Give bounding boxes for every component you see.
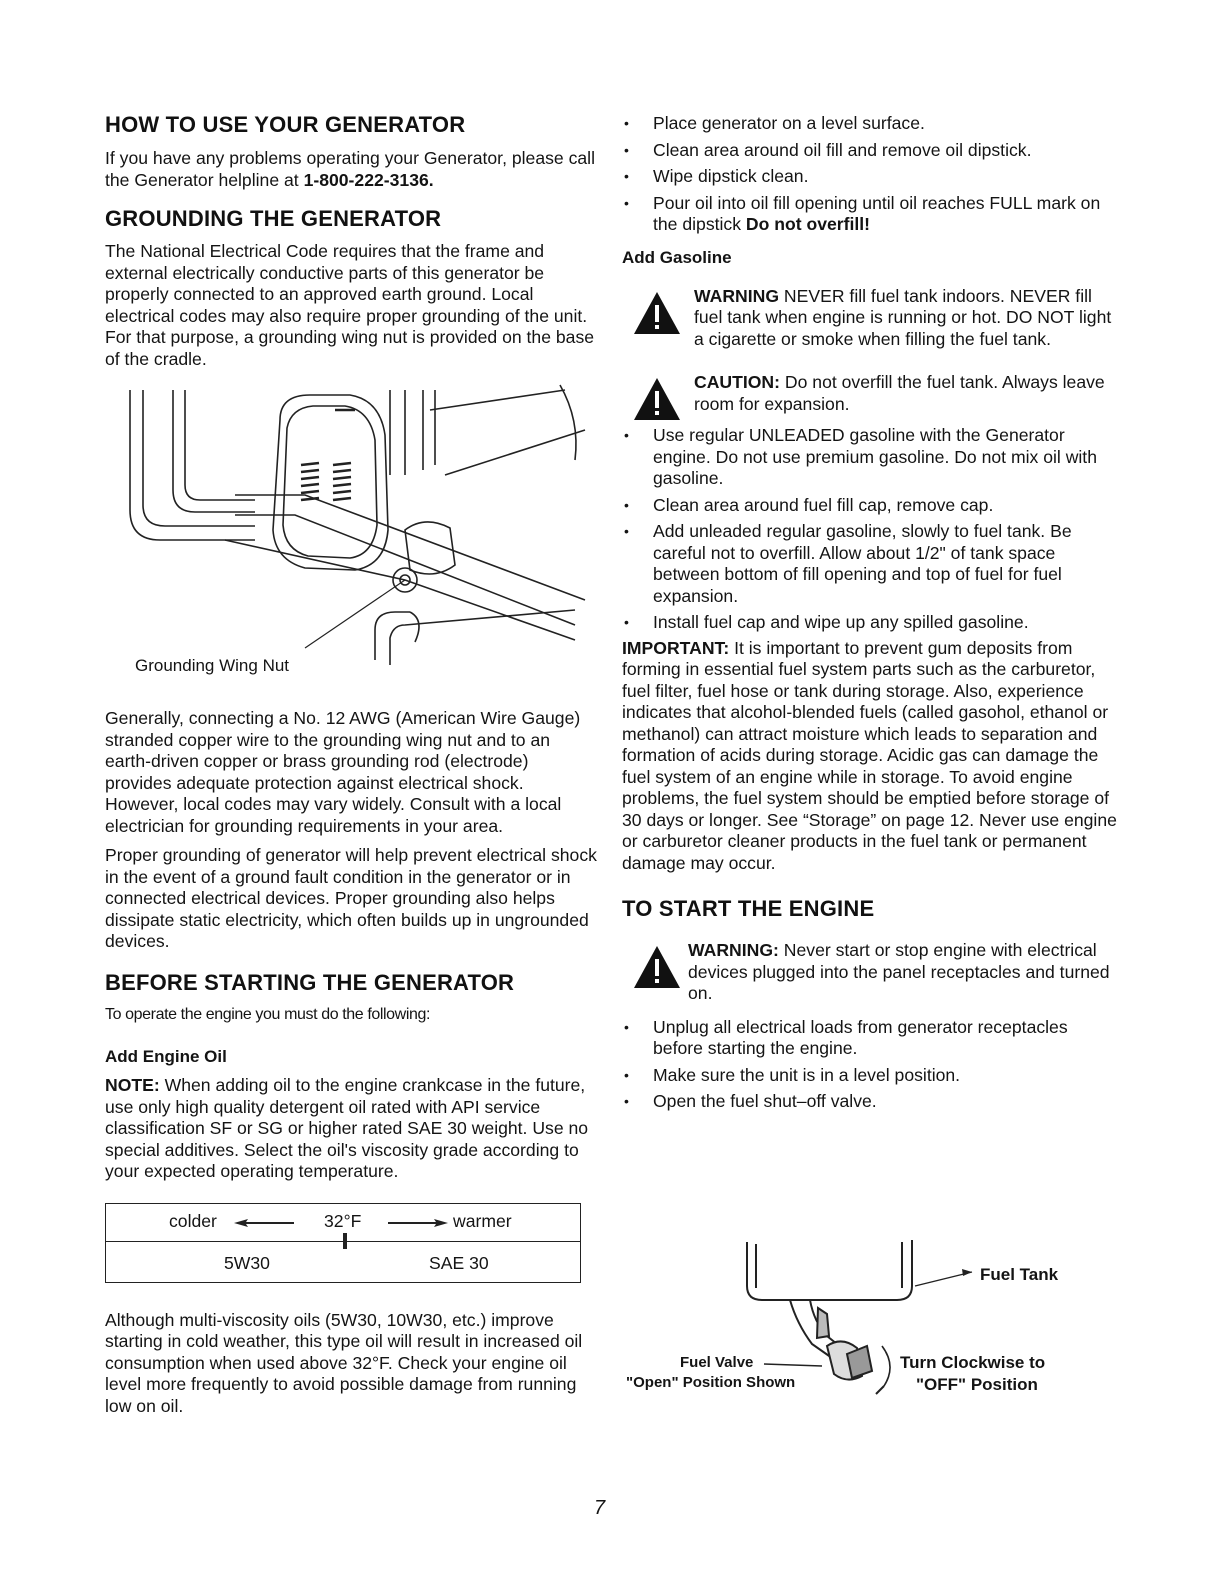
oil-step-4-text: Pour oil into oil fill opening until oil reaches FULL mark on the dipstick [653, 192, 1101, 234]
warning-text: Never start or stop engine with electrical devices plugged into the panel receptacles and turned on. [688, 940, 1110, 1003]
fuel-valve-label: Fuel Valve [680, 1354, 754, 1371]
list-item: • Use regular UNLEADED gasoline with the Generator engine. Do not use premium gasoline. Do not mix oil with gasoline. [622, 425, 1122, 490]
oil-grade-row [106, 1242, 580, 1282]
oil-viscosity-table [105, 1203, 581, 1283]
list-item: • Unplug all electrical loads from generator receptacles before starting the engine. [622, 1017, 1122, 1060]
helpline-paragraph [105, 148, 597, 191]
oil-steps-list [622, 113, 1122, 236]
warning-triangle-icon [632, 290, 682, 336]
caution-label: CAUTION: [694, 372, 781, 392]
multi-viscosity-paragraph: Although multi-viscosity oils (5W30, 10W30, etc.) improve starting in cold weather, this type oil will result in increased oil consumption when used above 32°F. Check your engine oil level more frequently to avoid possible damage from running low on oil. [105, 1309, 583, 1416]
list-item: • Install fuel cap and wipe up any spilled gasoline. [622, 612, 1122, 634]
cold-oil-grade: 5W30 [224, 1252, 270, 1273]
caution-notice [622, 372, 1122, 415]
right-arrow-icon [388, 1219, 448, 1227]
temperature-row [106, 1204, 580, 1242]
gasoline-steps-list [622, 425, 1122, 634]
list-item: • Clean area around fuel fill cap, remove cap. [622, 495, 1122, 517]
start-warning [622, 940, 1122, 1005]
list-item: • Clean area around oil fill and remove oil dipstick. [622, 140, 1122, 162]
list-item: • Make sure the unit is in a level position. [622, 1065, 1122, 1087]
list-item: • Wipe dipstick clean. [622, 166, 1122, 188]
caution-text: Do not overfill the fuel tank. Always leave room for expansion. [694, 372, 1105, 414]
warning-label: WARNING: [688, 940, 779, 960]
note-text: When adding oil to the engine crankcase in the future, use only high quality detergent oil rated with API service classification SF or SG or higher rated SAE 30 weight. Use no special additives. Select the oil's viscosity grade according to your expected operating temperature. [105, 1075, 589, 1181]
fuel-tank-label: Fuel Tank [980, 1265, 1059, 1284]
page-number: 7 [594, 1497, 606, 1519]
temperature-label: 32°F [324, 1210, 362, 1231]
grounding-heading: GROUNDING THE GENERATOR [105, 206, 442, 231]
list-item [622, 193, 1122, 236]
important-label: IMPORTANT: [622, 637, 730, 658]
generator-illustration [105, 380, 597, 702]
important-text: It is important to prevent gum deposits from forming in essential fuel system parts such as the carburetor, fuel filter, fuel hose or tank during storage. Also, experience indicates that alcohol-blended fuels (called gasohol, ethanol or methanol) can attract moisture which leads to separation and formation of acids during storage. Acidic gas can damage the fuel system of an engine while in storage. To avoid engine problems, the fuel system should be emptied before storage of 30 days or longer. See “Storage” on page 12. Never use engine or carburetor cleaner products in the fuel tank or permanent damage may occur. [622, 637, 1117, 873]
right-column [622, 113, 1122, 1118]
before-starting-heading: BEFORE STARTING THE GENERATOR [105, 969, 515, 995]
list-item: • Open the fuel shut–off valve. [622, 1091, 1122, 1113]
off-position-label: "OFF" Position [916, 1375, 1038, 1394]
important-paragraph [622, 638, 1122, 875]
grounding-wing-nut-label: Grounding Wing Nut [135, 656, 290, 675]
list-item: • Place generator on a level surface. [622, 113, 1122, 135]
warning-triangle-icon [632, 944, 682, 990]
how-to-use-heading: HOW TO USE YOUR GENERATOR [105, 112, 466, 137]
left-column [105, 112, 597, 1417]
add-gasoline-heading: Add Gasoline [622, 247, 732, 267]
turn-clockwise-label: Turn Clockwise to [900, 1353, 1046, 1372]
add-engine-oil-heading: Add Engine Oil [105, 1047, 227, 1066]
caution-triangle-icon [632, 376, 682, 422]
open-position-label: "Open" Position Shown [626, 1374, 796, 1391]
warning-label: WARNING [694, 285, 780, 306]
note-paragraph [105, 1075, 597, 1183]
start-steps-list [622, 1017, 1122, 1113]
warm-oil-grade: SAE 30 [429, 1252, 489, 1273]
colder-label: colder [169, 1210, 217, 1231]
grounding-figure [105, 380, 597, 702]
do-not-overfill: Do not overfill! [745, 214, 871, 234]
warmer-label: warmer [453, 1210, 512, 1231]
grounding-paragraph-3: Proper grounding of generator will help prevent electrical shock in the event of a ground fault condition in the generator or in connected electrical devices. Proper grounding also helps dissipate static electricity, which often builds up in ungrounded devices. [105, 845, 597, 951]
warning-text: NEVER fill fuel tank indoors. NEVER fill fuel tank when engine is running or hot. DO NOT light a cigarette or smoke when filling the fuel tank. [694, 285, 1112, 349]
helpline-text: If you have any problems operating your Generator, please call the Generator helpline at [105, 148, 595, 190]
helpline-phone: 1-800-222-3136. [303, 169, 434, 190]
fuel-warning [622, 286, 1122, 351]
grounding-paragraph-2: Generally, connecting a No. 12 AWG (American Wire Gauge) stranded copper wire to the grounding wing nut and to an earth-driven copper or brass grounding rod (electrode) provides adequate protection against electrical shock. However, local codes may vary widely. Consult with a local electrician for grounding requirements in your area. [105, 708, 581, 836]
note-label: NOTE: [105, 1075, 160, 1095]
list-item: • Add unleaded regular gasoline, slowly to fuel tank. Be careful not to overfill. Allow about 1/2" of tank space between bottom of fill opening and top of fuel for fuel expansion. [622, 521, 1122, 607]
start-engine-heading: TO START THE ENGINE [622, 896, 875, 921]
left-arrow-icon [234, 1219, 294, 1227]
before-starting-intro: To operate the engine you must do the following: [105, 1005, 431, 1023]
grounding-paragraph-1: The National Electrical Code requires that the frame and external electrically conductive parts of this generator be properly connected to an approved earth ground. Local electrical codes may also require proper grounding of the unit. For that purpose, a grounding wing nut is provided on the base of the cradle. [105, 241, 595, 369]
fuel-valve-figure [622, 1236, 1122, 1416]
